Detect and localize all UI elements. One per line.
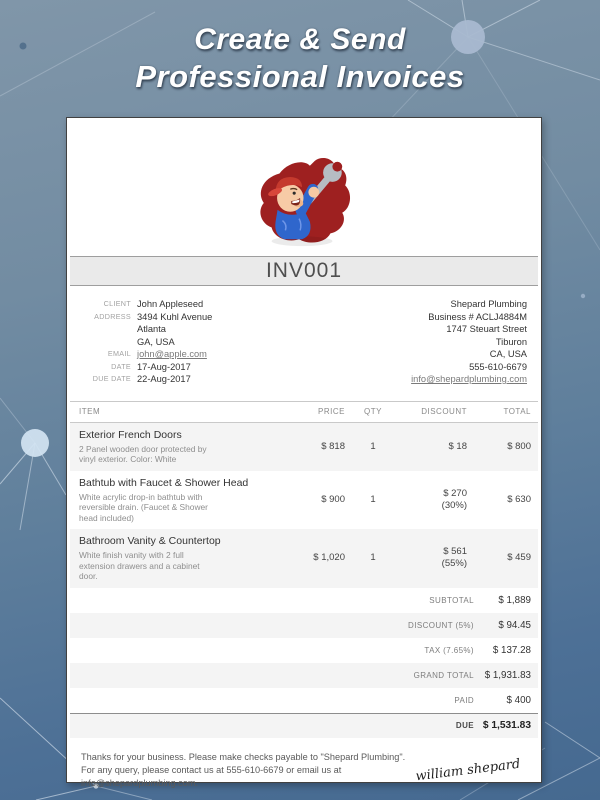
discount-value: $ 94.45 [498, 619, 531, 631]
thank-you-note: Thanks for your business. Please make checks payable to "Shepard Plumbing". For any query, please contact us at 555-610-6679 or email us at info@shepardplumbing.com. [81, 751, 406, 788]
header-qty: QTY [364, 407, 382, 416]
invoice-sheet [66, 117, 542, 788]
tax-label: TAX (7.65%) [424, 645, 474, 655]
client-address-line3: GA, USA [137, 336, 175, 347]
subtotal-row [70, 588, 538, 613]
company-business-number: Business # ACLJ4884M [428, 311, 527, 322]
table-row [70, 423, 538, 471]
client-details [81, 298, 212, 386]
item-qty: 1 [370, 552, 376, 564]
item-qty: 1 [370, 493, 376, 505]
email-label: EMAIL [107, 349, 131, 358]
item-discount-pct: (55%) [441, 558, 467, 570]
item-total: $ 630 [507, 493, 531, 505]
item-description: White acrylic drop-in bathtub with reversible drain. (Faucet & Shower head included) [79, 491, 208, 523]
due-date-label: DUE DATE [92, 374, 131, 383]
invoice-footer [67, 738, 541, 790]
company-name: Shepard Plumbing [450, 299, 527, 309]
mascot-eye [293, 192, 296, 195]
item-price: $ 1,020 [313, 552, 345, 564]
invoice-number: INV001 [265, 259, 343, 282]
discount-row [70, 613, 538, 638]
grand-total-value: $ 1,931.83 [484, 669, 531, 681]
item-description: White finish vanity with 2 full extension drawers and a cabinet door. [79, 550, 200, 581]
item-discount: $ 561 [443, 546, 467, 558]
tax-row [70, 638, 538, 663]
due-row [70, 713, 538, 738]
item-total: $ 459 [507, 552, 531, 564]
date-label: DATE [111, 361, 131, 371]
tax-value: $ 137.28 [492, 644, 531, 656]
promo-headline [0, 22, 600, 96]
table-row [70, 529, 538, 588]
company-details [411, 298, 527, 386]
line-items-table [70, 401, 538, 588]
invoice-number-bar [70, 256, 538, 286]
company-street: 1747 Steuart Street [446, 324, 527, 334]
paid-row [70, 688, 538, 713]
signature: william shepard [414, 756, 521, 784]
company-region: CA, USA [489, 349, 527, 359]
item-description: 2 Panel wooden door protected by vinyl exterior. Color: White [79, 443, 207, 464]
totals-section [70, 588, 538, 738]
company-city: Tiburon [495, 336, 527, 347]
paid-label: PAID [454, 695, 474, 705]
client-label: CLIENT [103, 299, 131, 308]
client-email-link[interactable]: john@apple.com [137, 349, 207, 359]
item-name: Bathroom Vanity & Countertop [79, 535, 221, 547]
invoice-info-section [67, 286, 541, 399]
header-total: TOTAL [503, 407, 531, 416]
item-discount-pct: (30%) [441, 499, 467, 511]
grand-total-row [70, 663, 538, 688]
invoice-date: 17-Aug-2017 [137, 361, 191, 372]
network-dot-right [581, 294, 585, 298]
client-name: John Appleseed [137, 299, 204, 309]
headline-line-2: Professional Invoices [135, 59, 465, 94]
invoice-due-date: 22-Aug-2017 [137, 374, 191, 384]
header-discount: DISCOUNT [421, 407, 467, 416]
table-row [70, 471, 538, 530]
due-value: $ 1,531.83 [482, 720, 531, 731]
subtotal-value: $ 1,889 [498, 594, 531, 606]
address-label: ADDRESS [94, 311, 131, 321]
logo-area [67, 152, 541, 250]
grand-total-label: GRAND TOTAL [413, 670, 474, 680]
network-node-left [21, 429, 49, 457]
client-address-line2: Atlanta [137, 324, 166, 334]
paid-value: $ 400 [506, 694, 531, 706]
company-phone: 555-610-6679 [469, 361, 527, 372]
header-price: PRICE [318, 407, 345, 416]
table-header-row [70, 401, 538, 423]
company-email-link[interactable]: info@shepardplumbing.com [411, 374, 527, 384]
item-discount: $ 18 [448, 440, 467, 452]
item-qty: 1 [370, 440, 376, 452]
item-price: $ 900 [321, 493, 345, 505]
client-address-line1: 3494 Kuhl Avenue [137, 311, 213, 322]
item-name: Bathtub with Faucet & Shower Head [79, 476, 249, 489]
discount-label: DISCOUNT (5%) [408, 620, 474, 630]
subtotal-label: SUBTOTAL [429, 595, 474, 605]
item-name: Exterior French Doors [79, 428, 182, 441]
headline-line-1: Create & Send [194, 23, 406, 56]
plumber-mascot-logo [250, 152, 358, 250]
due-label: DUE [455, 721, 474, 730]
item-discount: $ 270 [443, 487, 467, 499]
item-total: $ 800 [507, 440, 531, 452]
item-price: $ 818 [321, 440, 345, 452]
header-item: ITEM [79, 407, 101, 416]
